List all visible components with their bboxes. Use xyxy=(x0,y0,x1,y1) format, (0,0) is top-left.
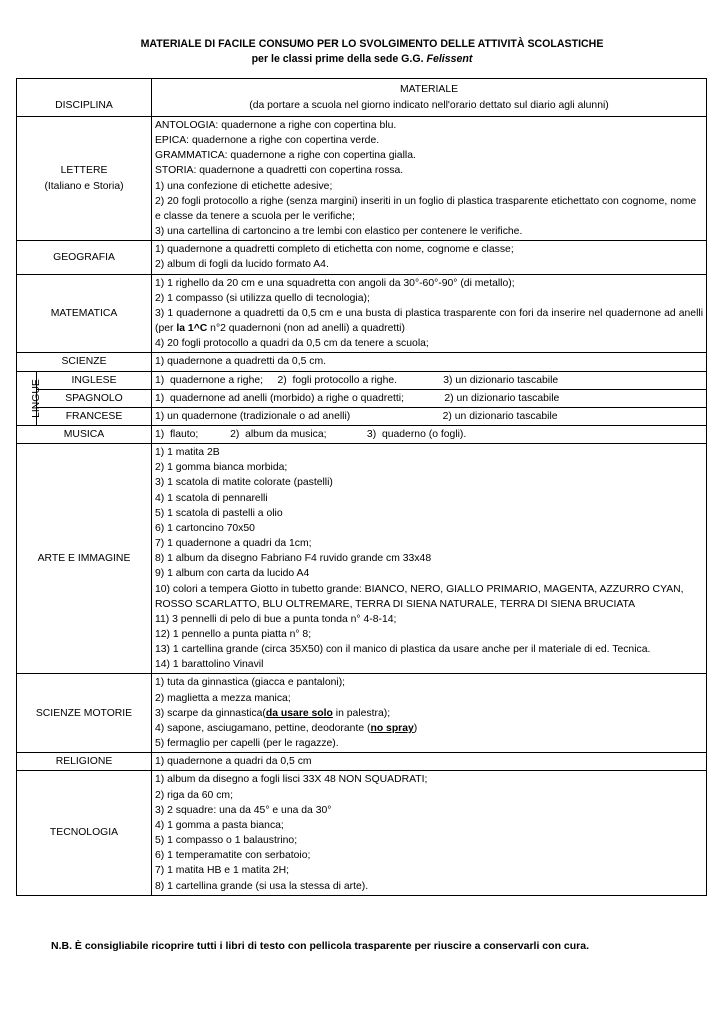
list-item: 10) colori a tempera Giotto in tubetto grande: BIANCO, NERO, GIALLO PRIMARIO, MAGENTA, AZZURRO CYAN, ROSSO SCARLATTO, BLU OLTREMARE, TERRA DI SIENA NATURALE, TERRA DI SIENA BRUCIATA xyxy=(155,583,684,610)
list-item: 8) 1 album da disegno Fabriano F4 ruvido grande cm 33x48 xyxy=(155,553,432,565)
row-tecnologia xyxy=(17,771,707,895)
page-title: MATERIALE DI FACILE CONSUMO PER LO SVOLGIMENTO DELLE ATTIVITÀ SCOLASTICHE xyxy=(140,38,604,50)
list-item: 8) 1 cartellina grande (si usa la stessa di arte). xyxy=(155,880,369,892)
list-item: 3) 2 squadre: una da 45° e una da 30° xyxy=(155,804,332,816)
list-item: 2) maglietta a mezza manica; xyxy=(155,692,291,704)
list-item: 2) riga da 60 cm; xyxy=(155,789,233,801)
list-item-text: 3) 1 quadernone a quadretti da 0,5 cm e una busta di plastica trasparente con fori da inserire nel quadernone ad anelli (per xyxy=(155,307,703,335)
list-item: 2) 20 fogli protocollo a righe (senza margini) inseriti in un foglio di plastica trasparente etichettato con cognome, nome e classe da tenere a scuola per le verifiche; xyxy=(155,195,697,222)
discipline-matematica: MATEMATICA xyxy=(17,274,152,353)
list-item: 1) quadernone ad anelli (morbido) a righe o quadretti; 2) un dizionario tascabile xyxy=(155,392,560,404)
list-item: EPICA: quadernone a righe con copertina verde. xyxy=(155,135,380,147)
list-item: 13) 1 cartellina grande (circa 35X50) con il manico di plastica da usare anche per il materiale di ed. Tecnica. xyxy=(155,644,651,656)
list-item: 6) 1 cartoncino 70x50 xyxy=(155,522,255,534)
list-item: 1) flauto; 2) album da musica; 3) quaderno (o fogli). xyxy=(155,428,467,440)
discipline-inglese: INGLESE xyxy=(37,371,152,389)
row-inglese xyxy=(17,371,707,389)
list-item-text: n°2 quadernoni (non ad anelli) a quadretti) xyxy=(207,323,405,335)
list-item: 2) 1 gomma bianca morbida; xyxy=(155,462,288,474)
row-religione xyxy=(17,753,707,771)
discipline-musica: MUSICA xyxy=(17,425,152,443)
list-item: 1) quadernone a quadretti completo di etichetta con nome, cognome e classe; xyxy=(155,244,514,256)
row-motorie xyxy=(17,674,707,753)
materials-table xyxy=(16,78,707,896)
materials-arte xyxy=(152,444,707,674)
subtitle-text: per le classi prime della sede G.G. xyxy=(251,53,427,65)
row-matematica xyxy=(17,274,707,353)
discipline-scienze: SCIENZE xyxy=(17,353,152,371)
list-item: 1) un quadernone (tradizionale o ad anelli) 2) un dizionario tascabile xyxy=(155,410,558,422)
discipline-lettere-detail: (Italiano e Storia) xyxy=(44,180,124,192)
list-item: 1) album da disegno a fogli lisci 33X 48 NON SQUADRATI; xyxy=(155,774,428,786)
materials-musica xyxy=(152,425,707,443)
materials-inglese xyxy=(152,371,707,389)
list-item: ANTOLOGIA: quadernone a righe con copertina blu. xyxy=(155,120,397,131)
discipline-geografia: GEOGRAFIA xyxy=(17,241,152,274)
discipline-religione: RELIGIONE xyxy=(17,753,152,771)
materials-tecnologia xyxy=(152,771,707,895)
header-materiale-title: MATERIALE xyxy=(399,84,459,96)
list-item xyxy=(155,706,703,721)
page-subtitle xyxy=(0,52,724,66)
row-spagnolo xyxy=(17,389,707,407)
row-geografia xyxy=(17,241,707,274)
list-item: 6) 1 temperamatite con serbatoio; xyxy=(155,850,311,862)
list-item xyxy=(155,306,703,336)
row-arte xyxy=(17,444,707,674)
materials-lettere xyxy=(152,117,707,241)
list-item: 4) 1 gomma a pasta bianca; xyxy=(155,819,284,831)
header-materiale xyxy=(152,79,707,117)
list-item: 1) quadernone a quadretti da 0,5 cm. xyxy=(155,356,326,368)
discipline-lettere xyxy=(17,117,152,241)
row-lettere xyxy=(17,117,707,241)
footer-note: N.B. È consigliabile ricoprire tutti i libri di testo con pellicola trasparente per riuscire a conservarli con cura. xyxy=(51,940,589,952)
list-item: 14) 1 barattolino Vinavil xyxy=(155,659,264,671)
materials-religione xyxy=(152,753,707,771)
list-item: 1) quadernone a quadri da 0,5 cm xyxy=(155,756,312,768)
emphasis-text: no spray xyxy=(370,722,414,734)
materials-scienze xyxy=(152,353,707,371)
list-item-text: 4) sapone, asciugamano, pettine, deodorante ( xyxy=(155,722,371,734)
list-item-text: 3) scarpe da ginnastica( xyxy=(155,707,266,719)
row-scienze xyxy=(17,353,707,371)
table-header-row xyxy=(17,79,707,117)
list-item: 3) 1 scatola di matite colorate (pastelli) xyxy=(155,477,333,489)
list-item: 1) 1 righello da 20 cm e una squadretta con angoli da 30°-60°-90° (di metallo); xyxy=(155,277,515,289)
materials-motorie xyxy=(152,674,707,753)
lingue-vertical-label: LINGUE xyxy=(30,378,42,418)
list-item: 1) 1 matita 2B xyxy=(155,447,220,459)
list-item: 4) 20 fogli protocollo a quadri da 0,5 cm da tenere a scuola; xyxy=(155,338,429,350)
header-materiale-note: (da portare a scuola nel giorno indicato nell'orario dettato sul diario agli alunni) xyxy=(249,99,609,111)
list-item: 2) 1 compasso (si utilizza quello di tecnologia); xyxy=(155,292,370,304)
materials-francese xyxy=(152,407,707,425)
discipline-motorie: SCIENZE MOTORIE xyxy=(17,674,152,753)
list-item: 2) album di fogli da lucido formato A4. xyxy=(155,259,329,271)
subtitle-school-name: Felissent xyxy=(426,53,473,65)
discipline-arte: ARTE E IMMAGINE xyxy=(17,444,152,674)
list-item: 9) 1 album con carta da lucido A4 xyxy=(155,568,310,580)
materials-matematica xyxy=(152,274,707,353)
list-item: STORIA: quadernone a quadretti con copertina rossa. xyxy=(155,165,404,177)
list-item: 5) 1 scatola di pastelli a olio xyxy=(155,507,283,519)
row-francese xyxy=(17,407,707,425)
list-item: 4) 1 scatola di pennarelli xyxy=(155,492,268,504)
row-musica xyxy=(17,425,707,443)
list-item: 11) 3 pennelli di pelo di bue a punta tonda n° 4-8-14; xyxy=(155,613,397,625)
list-item xyxy=(155,721,703,736)
list-item-text: in palestra); xyxy=(332,707,391,719)
list-item: 3) una cartellina di cartoncino a tre lembi con elastico per contenere le verifiche. xyxy=(155,226,523,238)
list-item: 12) 1 pennello a punta piatta n° 8; xyxy=(155,629,312,640)
list-item: 1) quadernone a righe; 2) fogli protocollo a righe. 3) un dizionario tascabile xyxy=(155,374,559,386)
list-item: 1) una confezione di etichette adesive; xyxy=(155,180,333,192)
list-item: 5) fermaglio per capelli (per le ragazze). xyxy=(155,738,339,750)
list-item: GRAMMATICA: quadernone a righe con copertina gialla. xyxy=(155,150,416,162)
list-item-text: ) xyxy=(413,722,418,734)
list-item: 1) tuta da ginnastica (giacca e pantaloni); xyxy=(155,677,346,689)
list-item: 5) 1 compasso o 1 balaustrino; xyxy=(155,835,298,847)
materials-geografia xyxy=(152,241,707,274)
emphasis-text: da usare solo xyxy=(265,707,333,719)
discipline-tecnologia: TECNOLOGIA xyxy=(17,771,152,895)
discipline-francese: FRANCESE xyxy=(37,407,152,425)
header-disciplina: DISCIPLINA xyxy=(17,79,152,117)
materials-spagnolo xyxy=(152,389,707,407)
list-item: 7) 1 quadernone a quadri da 1cm; xyxy=(155,538,312,550)
list-item: 7) 1 matita HB e 1 matita 2H; xyxy=(155,865,289,877)
discipline-spagnolo: SPAGNOLO xyxy=(37,389,152,407)
class-highlight: la 1^C xyxy=(176,323,208,335)
discipline-lettere-name: LETTERE xyxy=(60,165,108,177)
discipline-lingue xyxy=(17,371,42,425)
